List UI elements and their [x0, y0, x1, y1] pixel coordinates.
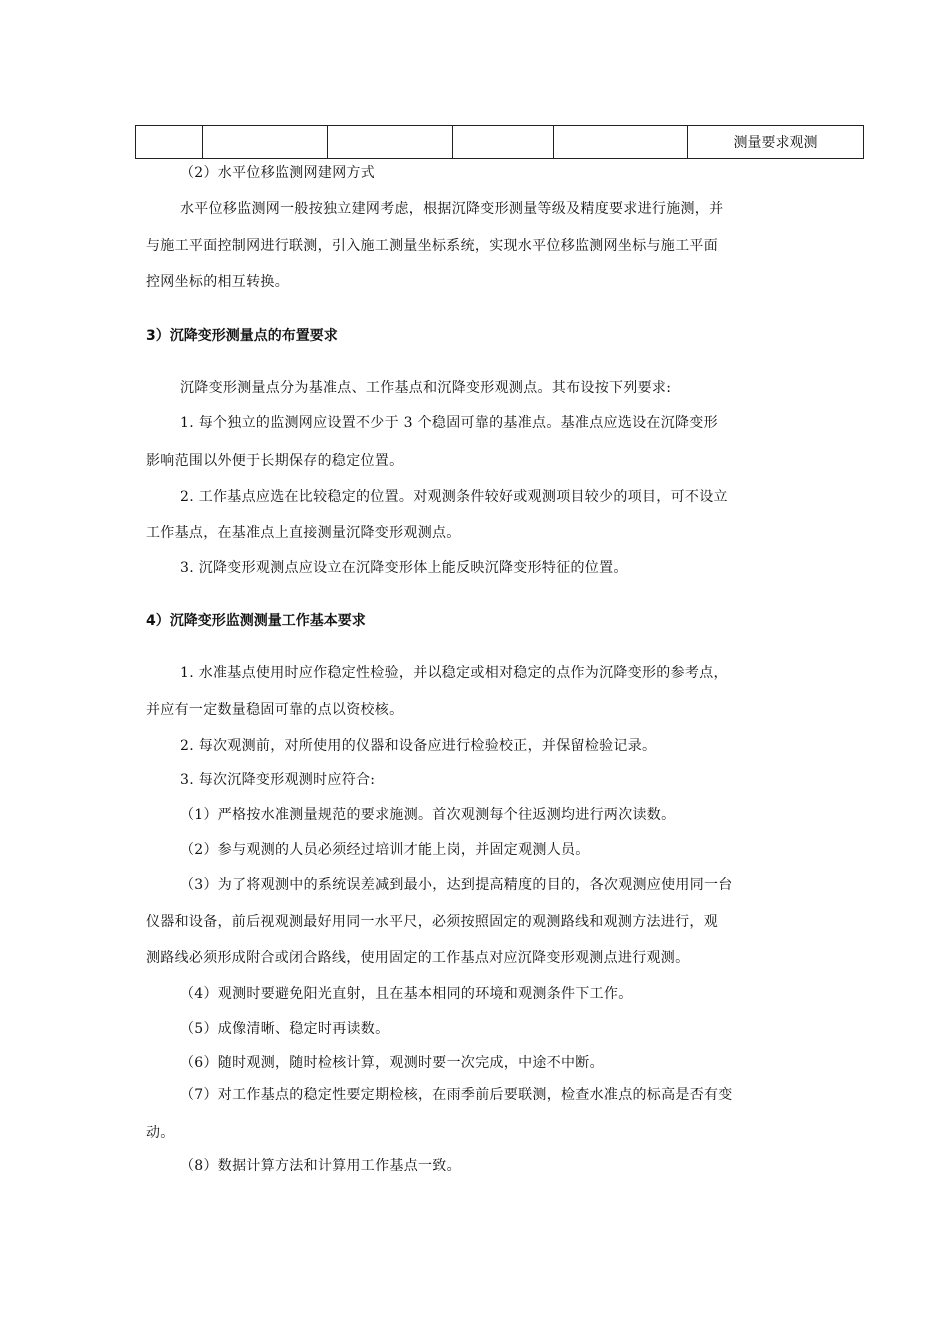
- sub-item: （3）为了将观测中的系统误差减到最小，达到提高精度的目的，各次观测应使用同一台: [180, 877, 733, 893]
- sub-item-continuation: 仪器和设备，前后视观测最好用同一水平尺，必须按照固定的观测路线和观测方法进行，观: [146, 914, 718, 930]
- paragraph-line: 水平位移监测网一般按独立建网考虑，根据沉降变形测量等级及精度要求进行施测，并: [180, 201, 724, 217]
- paragraph-line: 控网坐标的相互转换。: [146, 274, 289, 290]
- sub-item: （2）参与观测的人员必须经过培训才能上岗，并固定观测人员。: [180, 842, 590, 858]
- list-item: 1. 水准基点使用时应作稳定性检验，并以稳定或相对稳定的点作为沉降变形的参考点，: [180, 665, 728, 681]
- list-item-continuation: 并应有一定数量稳固可靠的点以资校核。: [146, 702, 404, 718]
- table-cell: [203, 126, 328, 159]
- list-item: 3. 每次沉降变形观测时应符合:: [180, 772, 376, 788]
- sub-item: （7）对工作基点的稳定性要定期检核，在雨季前后要联测，检查水准点的标高是否有变: [180, 1087, 733, 1103]
- table-cell: [554, 126, 688, 159]
- subsection-heading: （2）水平位移监测网建网方式: [180, 165, 376, 181]
- paragraph-line: 与施工平面控制网进行联测，引入施工测量坐标系统，实现水平位移监测网坐标与施工平面: [146, 238, 718, 254]
- section-heading: 4）沉降变形监测测量工作基本要求: [146, 613, 366, 629]
- sub-item: （8）数据计算方法和计算用工作基点一致。: [180, 1158, 461, 1174]
- table-cell: 测量要求观测: [688, 126, 864, 159]
- sub-item-continuation: 动。: [146, 1125, 175, 1141]
- sub-item: （4）观测时要避免阳光直射，且在基本相同的环境和观测条件下工作。: [180, 986, 633, 1002]
- sub-item: （5）成像清晰、稳定时再读数。: [180, 1021, 390, 1037]
- sub-item-continuation: 测路线必须形成附合或闭合路线，使用固定的工作基点对应沉降变形观测点进行观测。: [146, 950, 690, 966]
- paragraph-line: 沉降变形测量点分为基准点、工作基点和沉降变形观测点。其布设按下列要求:: [180, 380, 672, 396]
- section-heading: 3）沉降变形测量点的布置要求: [146, 328, 338, 344]
- list-item-continuation: 工作基点，在基准点上直接测量沉降变形观测点。: [146, 525, 461, 541]
- table-cell: [328, 126, 453, 159]
- sub-item: （1）严格按水准测量规范的要求施测。首次观测每个往返测均进行两次读数。: [180, 807, 676, 823]
- table-cell: [453, 126, 554, 159]
- table-row: [136, 126, 864, 159]
- list-item: 2. 工作基点应选在比较稳定的位置。对观测条件较好或观测项目较少的项目，可不设立: [180, 489, 728, 505]
- continuation-table: [135, 125, 864, 159]
- table-cell: [136, 126, 203, 159]
- list-item: 1. 每个独立的监测网应设置不少于 3 个稳固可靠的基准点。基准点应选设在沉降变形: [180, 415, 718, 431]
- list-item: 3. 沉降变形观测点应设立在沉降变形体上能反映沉降变形特征的位置。: [180, 560, 628, 576]
- list-item: 2. 每次观测前，对所使用的仪器和设备应进行检验校正，并保留检验记录。: [180, 738, 657, 754]
- sub-item: （6）随时观测，随时检核计算，观测时要一次完成，中途不中断。: [180, 1055, 604, 1071]
- list-item-continuation: 影响范围以外便于长期保存的稳定位置。: [146, 453, 404, 469]
